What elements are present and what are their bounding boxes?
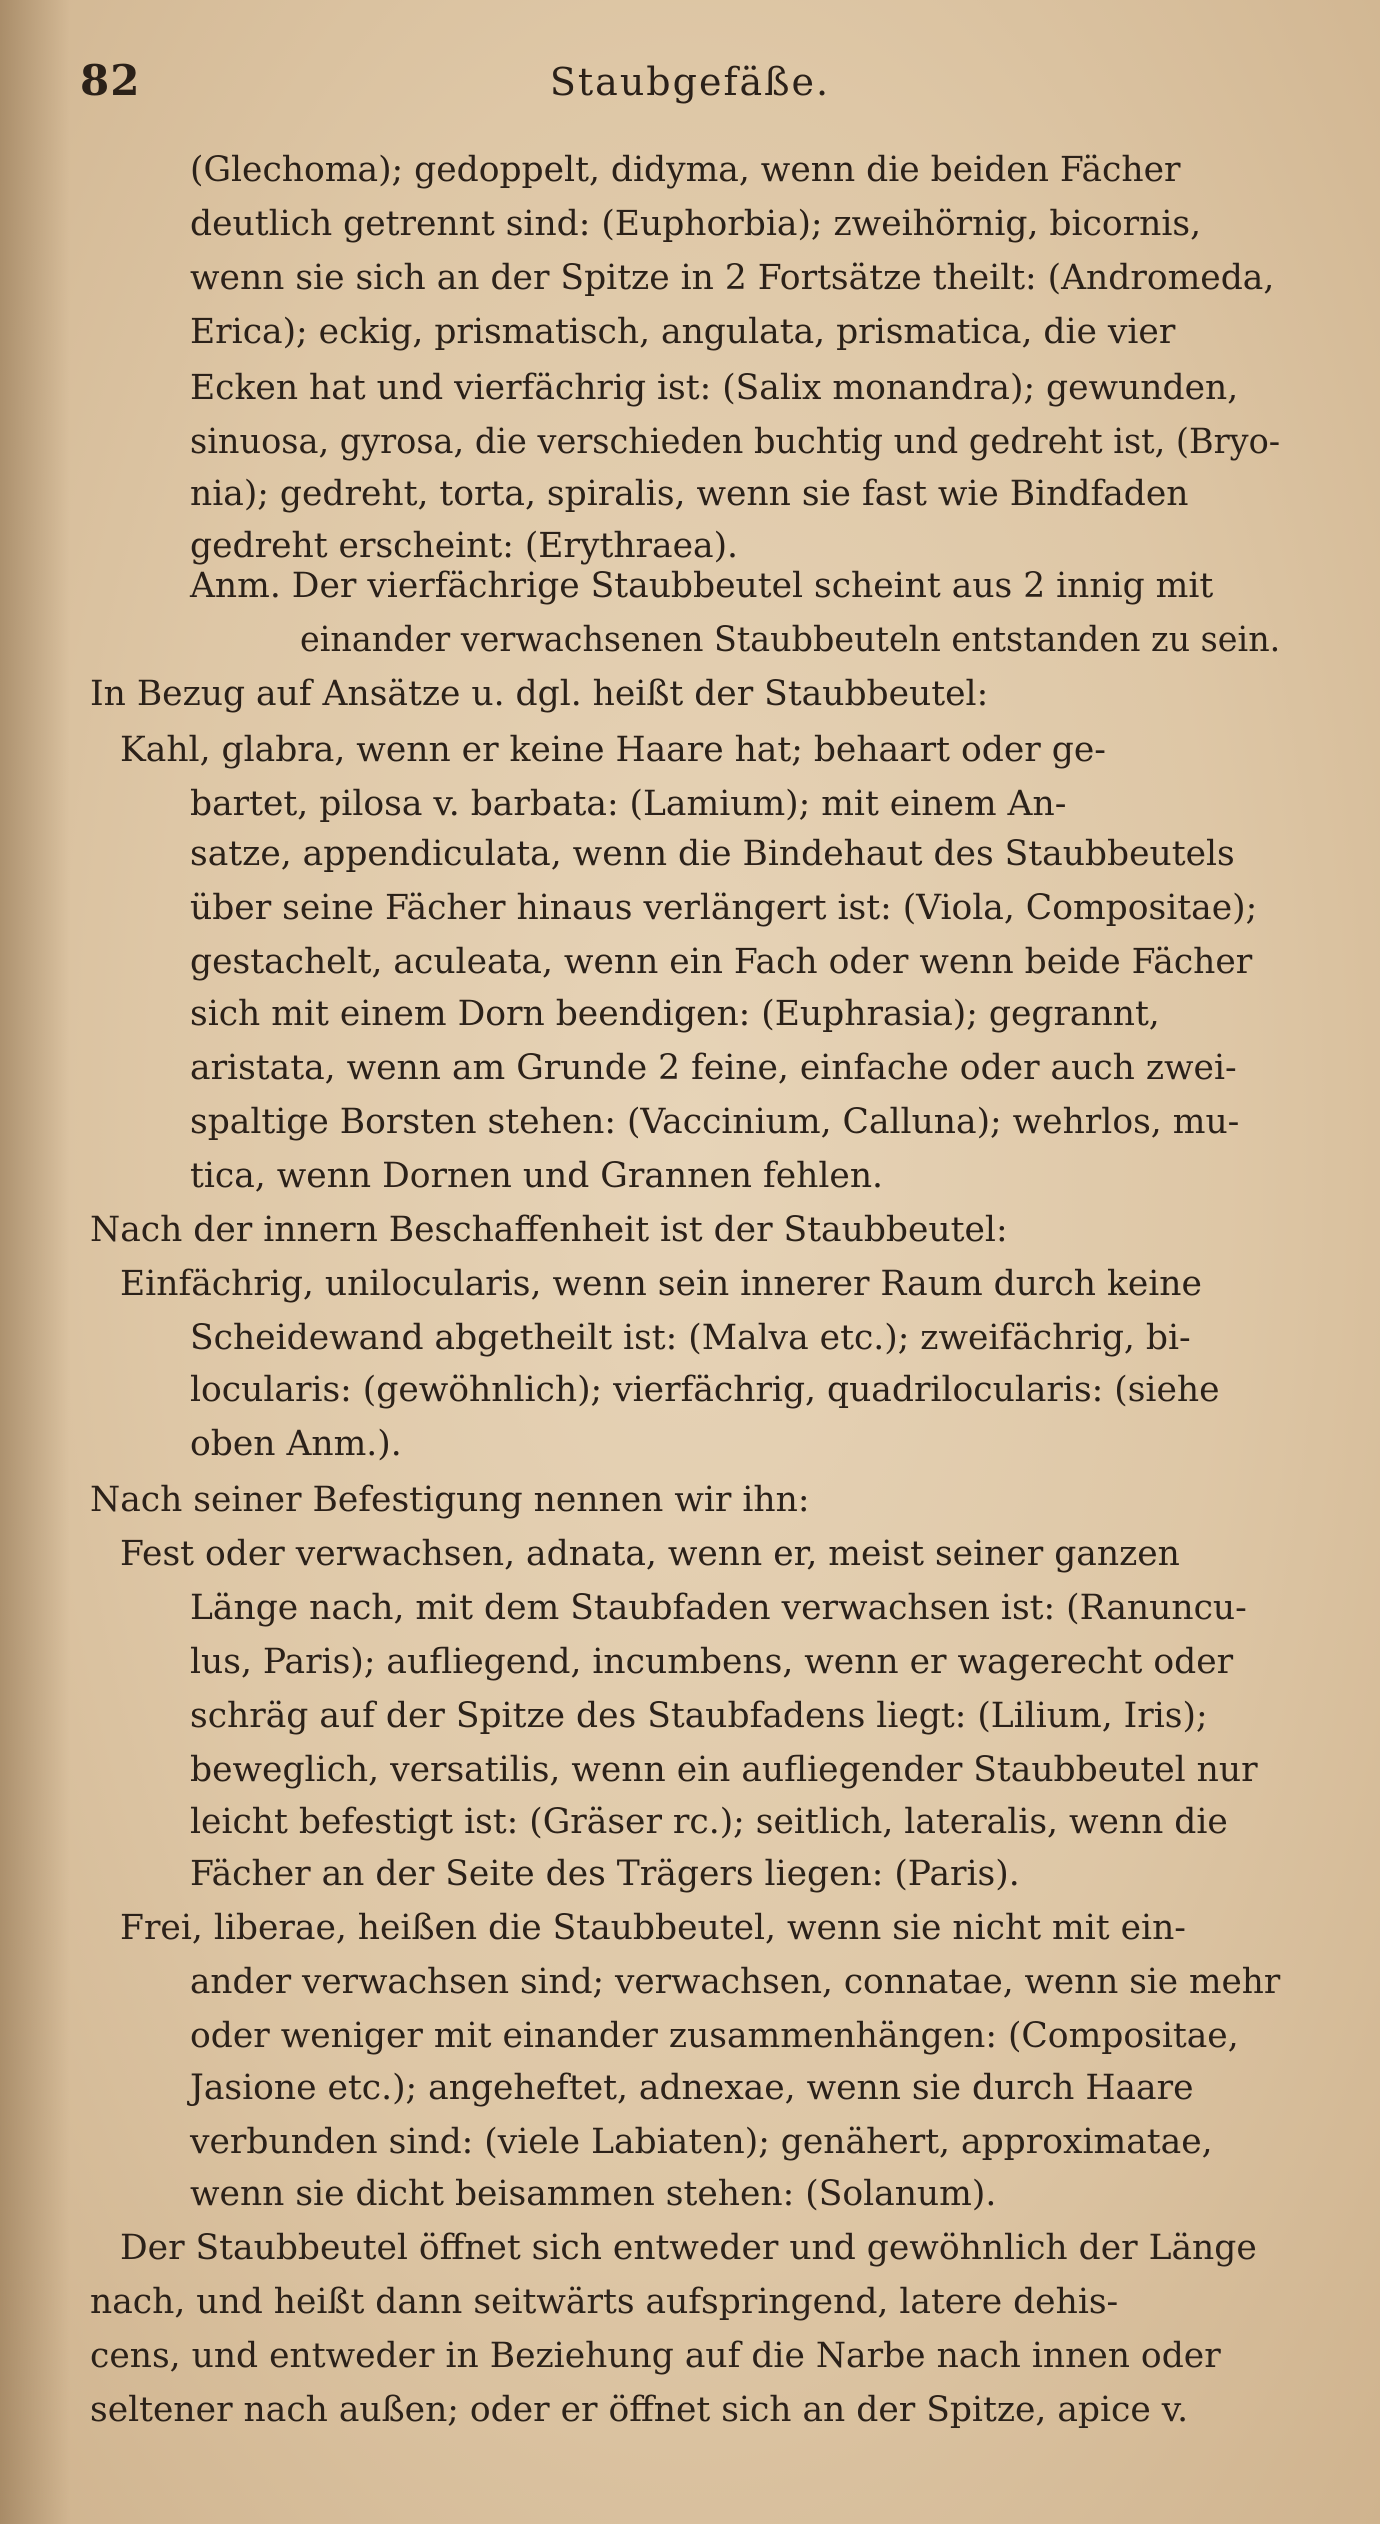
text-line: gedreht erscheint: (Erythraea). <box>190 526 739 566</box>
text-line: über seine Fächer hinaus verlängert ist: (Viola, Compositae); <box>190 888 1258 928</box>
text-line: Scheidewand abgetheilt ist: (Malva etc.); zweifächrig, bi- <box>190 1318 1191 1358</box>
text-line: (Glechoma); gedoppelt, didyma, wenn die beiden Fächer <box>190 150 1181 190</box>
text-line: aristata, wenn am Grunde 2 feine, einfache oder auch zwei- <box>190 1048 1237 1088</box>
text-line: Ecken hat und vierfächrig ist: (Salix monandra); gewunden, <box>190 368 1239 408</box>
text-line: einander verwachsenen Staubbeuteln entstanden zu sein. <box>300 620 1281 660</box>
text-line: sinuosa, gyrosa, die verschieden buchtig und gedreht ist, (Bryo- <box>190 422 1281 462</box>
running-head: Staubgefäße. <box>549 60 831 104</box>
text-line: schräg auf der Spitze des Staubfadens liegt: (Lilium, Iris); <box>190 1696 1208 1736</box>
text-line: In Bezug auf Ansätze u. dgl. heißt der Staubbeutel: <box>90 674 989 714</box>
text-line: gestachelt, aculeata, wenn ein Fach oder wenn beide Fächer <box>190 942 1253 982</box>
text-line: beweglich, versatilis, wenn ein aufliegender Staubbeutel nur <box>190 1750 1258 1790</box>
text-line: wenn sie sich an der Spitze in 2 Fortsätze theilt: (Andromeda, <box>190 258 1275 298</box>
text-line: ander verwachsen sind; verwachsen, connatae, wenn sie mehr <box>190 1962 1281 2002</box>
text-line: Nach der innern Beschaffenheit ist der Staubbeutel: <box>90 1210 1008 1250</box>
text-line: oben Anm.). <box>190 1424 402 1464</box>
text-line: cens, und entweder in Beziehung auf die Narbe nach innen oder <box>90 2336 1221 2376</box>
text-line: nach, und heißt dann seitwärts aufspringend, latere dehis- <box>90 2282 1119 2322</box>
text-line: leicht befestigt ist: (Gräser rc.); seitlich, lateralis, wenn die <box>190 1802 1228 1842</box>
text-line: Erica); eckig, prismatisch, angulata, prismatica, die vier <box>190 312 1176 352</box>
text-line: Der Staubbeutel öffnet sich entweder und gewöhnlich der Länge <box>120 2228 1257 2268</box>
text-line: Frei, liberae, heißen die Staubbeutel, wenn sie nicht mit ein- <box>120 1908 1186 1948</box>
text-line: spaltige Borsten stehen: (Vaccinium, Calluna); wehrlos, mu- <box>190 1102 1240 1142</box>
text-line: oder weniger mit einander zusammenhängen: (Compositae, <box>190 2016 1239 2056</box>
text-line: Länge nach, mit dem Staubfaden verwachsen ist: (Ranuncu- <box>190 1588 1247 1628</box>
text-line: wenn sie dicht beisammen stehen: (Solanum). <box>190 2174 997 2214</box>
text-line: Fest oder verwachsen, adnata, wenn er, meist seiner ganzen <box>120 1534 1180 1574</box>
text-line: lus, Paris); aufliegend, incumbens, wenn er wagerecht oder <box>190 1642 1234 1682</box>
text-line: Jasione etc.); angeheftet, adnexae, wenn sie durch Haare <box>190 2068 1194 2108</box>
page-number: 82 <box>80 56 141 105</box>
text-line: seltener nach außen; oder er öffnet sich an der Spitze, apice v. <box>90 2390 1189 2430</box>
text-line: Anm. Der vierfächrige Staubbeutel scheint aus 2 innig mit <box>190 566 1214 606</box>
text-line: locularis: (gewöhnlich); vierfächrig, quadrilocularis: (siehe <box>190 1370 1220 1410</box>
text-line: Fächer an der Seite des Trägers liegen: (Paris). <box>190 1854 1020 1894</box>
text-line: bartet, pilosa v. barbata: (Lamium); mit einem An- <box>190 784 1067 824</box>
text-line: tica, wenn Dornen und Grannen fehlen. <box>190 1156 884 1196</box>
text-line: sich mit einem Dorn beendigen: (Euphrasia); gegrannt, <box>190 994 1160 1034</box>
text-line: Kahl, glabra, wenn er keine Haare hat; behaart oder ge- <box>120 730 1106 770</box>
text-line: Nach seiner Befestigung nennen wir ihn: <box>90 1480 810 1520</box>
text-line: deutlich getrennt sind: (Euphorbia); zweihörnig, bicornis, <box>190 204 1202 244</box>
text-line: nia); gedreht, torta, spiralis, wenn sie fast wie Bindfaden <box>190 474 1189 514</box>
text-line: Einfächrig, unilocularis, wenn sein innerer Raum durch keine <box>120 1264 1202 1304</box>
text-line: satze, appendiculata, wenn die Bindehaut des Staubbeutels <box>190 834 1235 874</box>
text-line: verbunden sind: (viele Labiaten); genähert, approximatae, <box>190 2122 1213 2162</box>
